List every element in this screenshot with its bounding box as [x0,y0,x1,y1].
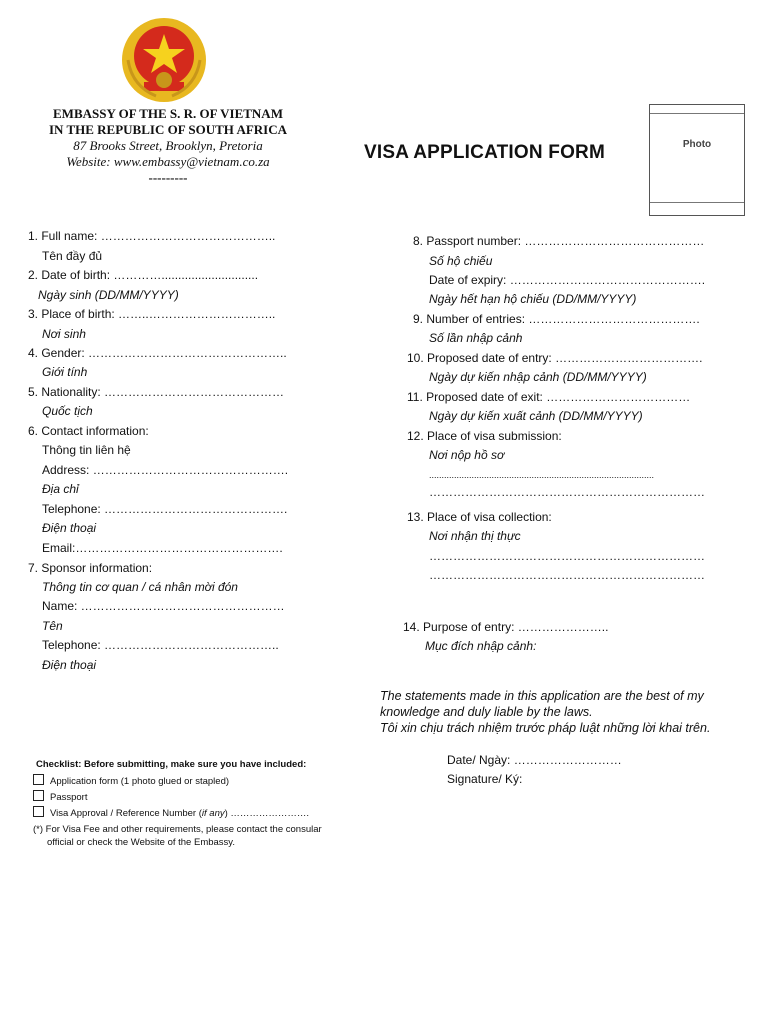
address-field[interactable]: Address: …………………………………………. [42,463,289,477]
exit-date-vn: Ngày dự kiến xuất cảnh (DD/MM/YYYY) [429,409,643,423]
entry-date-vn: Ngày dự kiến nhập cảnh (DD/MM/YYYY) [429,370,647,384]
contact-info-label: 6. Contact information: [28,424,149,438]
full-name-vn: Tên đầy đủ [42,249,103,263]
entries-vn: Số lần nhập cảnh [429,331,523,345]
telephone-vn: Điện thoại [42,521,97,535]
dob-vn: Ngày sinh (DD/MM/YYYY) [38,288,179,302]
place-of-birth-vn: Nơi sinh [42,327,86,341]
checklist-item-application[interactable] [33,774,229,788]
visa-fee-note: (*) For Visa Fee and other requirements, please contact the consular [33,824,322,835]
place-of-birth-field[interactable]: 3. Place of birth: ……..………………………….. [28,307,276,321]
visa-submission-vn: Nơi nộp hồ sơ [429,448,505,462]
purpose-vn: Mục đích nhập cảnh: [425,639,537,653]
passport-expiry-vn: Ngày hết hạn hộ chiếu (DD/MM/YYYY) [429,292,637,306]
checklist-item-suffix: ) ……………………. [224,808,310,819]
checklist-item-label: Passport [50,792,88,803]
sponsor-telephone-vn: Điện thoại [42,658,97,672]
passport-expiry-field[interactable]: Date of expiry: …………………………………………. [429,273,706,287]
visa-collection-label: 13. Place of visa collection: [407,510,552,524]
telephone-field[interactable]: Telephone: ………………………………………. [42,502,288,516]
declaration-statement [380,688,710,736]
visa-fee-note-2: official or check the Website of the Embassy. [47,837,235,848]
purpose-field[interactable]: 14. Purpose of entry: ………………….. [403,620,609,634]
full-name-field[interactable]: 1. Full name: …………………………………….. [28,229,276,243]
checkbox[interactable] [33,806,44,817]
sponsor-info-label: 7. Sponsor information: [28,561,153,575]
checkbox[interactable] [33,774,44,785]
checklist-item-italic: if any [201,808,225,819]
checklist-item-visa-approval[interactable] [33,806,309,820]
nationality-field[interactable]: 5. Nationality: ……………………………………… [28,385,285,399]
photo-box [649,104,745,216]
visa-submission-field-1[interactable]: .......................................................................................... [429,470,655,480]
statement-line-1: The statements made in this application are the best of my [380,689,704,703]
visa-collection-vn: Nơi nhận thị thực [429,529,521,543]
checkbox[interactable] [33,790,44,801]
photo-label: Photo [682,139,712,150]
sponsor-telephone-field[interactable]: Telephone: …………………………………….. [42,638,279,652]
signature-field[interactable]: Signature/ Ký: [447,772,523,786]
header-divider: --------- [148,170,188,185]
sponsor-name-vn: Tên [42,619,63,633]
national-emblem-icon [120,16,208,104]
sponsor-name-field[interactable]: Name: …………………………………………… [42,599,285,613]
gender-field[interactable]: 4. Gender: ………………………………………….. [28,346,287,360]
sponsor-info-vn: Thông tin cơ quan / cá nhân mời đón [42,580,238,594]
date-field[interactable]: Date/ Ngày: ……………………… [447,753,622,767]
checklist-item-label: Visa Approval / Reference Number ( [50,808,202,819]
form-title: VISA APPLICATION FORM [364,142,605,163]
visa-collection-field-1[interactable]: …………………………………………………………… [429,549,705,563]
embassy-country: IN THE REPUBLIC OF SOUTH AFRICA [48,122,287,137]
visa-submission-field-2[interactable]: …………………………………………………………… [429,485,705,499]
checklist-item-passport[interactable] [33,790,88,804]
exit-date-field[interactable]: 11. Proposed date of exit: ……………………………… [407,390,691,404]
visa-submission-label: 12. Place of visa submission: [407,429,562,443]
checklist-item-label: Application form (1 photo glued or stapled) [50,776,230,787]
statement-line-2: knowledge and duly liable by the laws. [380,705,593,719]
passport-number-vn: Số hộ chiếu [429,254,493,268]
dob-field[interactable]: 2. Date of birth: …………............................. [28,268,259,282]
visa-collection-field-2[interactable]: …………………………………………………………… [429,568,705,582]
embassy-address: 87 Brooks Street, Brooklyn, Pretoria [73,138,263,153]
entries-field[interactable]: 9. Number of entries: ……………………………………. [413,312,700,326]
nationality-vn: Quốc tịch [42,404,93,418]
contact-info-vn: Thông tin liên hệ [42,443,131,457]
embassy-website: Website: www.embassy@vietnam.co.za [66,154,270,169]
gender-vn: Giới tính [42,365,88,379]
passport-number-field[interactable]: 8. Passport number: ……………………………………… [413,234,705,248]
checklist-title: Checklist: Before submitting, make sure you have included: [36,759,307,770]
entry-date-field[interactable]: 10. Proposed date of entry: ………………………………. [407,351,703,365]
embassy-name: EMBASSY OF THE S. R. OF VIETNAM [53,106,283,121]
address-vn: Địa chỉ [42,482,79,496]
statement-line-3: Tôi xin chịu trách nhiệm trước pháp luật những lời khai trên. [380,721,711,735]
email-field[interactable]: Email:……………………………………………. [42,541,283,555]
